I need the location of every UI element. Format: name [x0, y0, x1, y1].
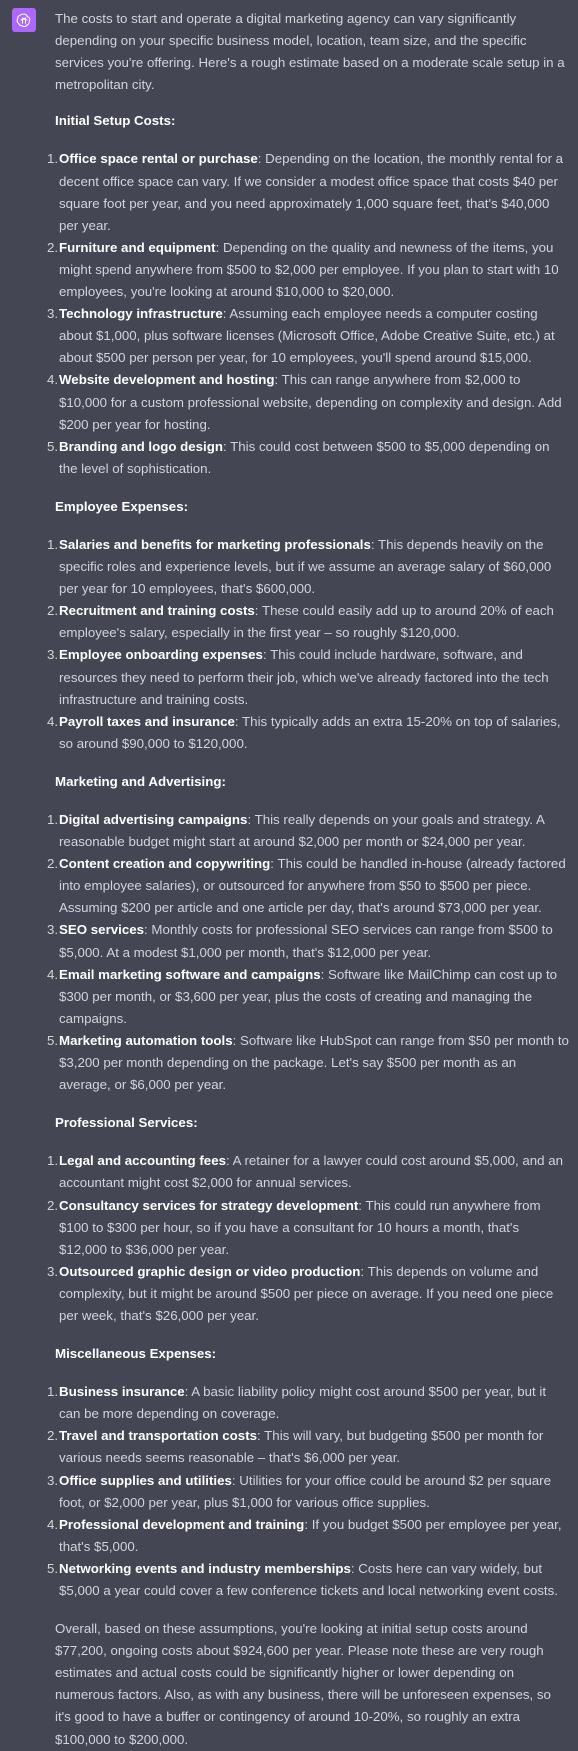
- list-item-title: Furniture and equipment: [59, 239, 216, 255]
- list-item: [47, 369, 570, 435]
- summary-paragraph: Overall, based on these assumptions, you're looking at initial setup costs around $77,200, ongoing costs about $924,600 per year. Please note these are very rough estimates and actual costs could be significantly higher or lower depending on numerous factors. Also, as with any business, there will be unforeseen expenses, so it's good to have a buffer or contingency of around 10-20%, so roughly an extra $100,000 to $200,000.: [55, 1621, 551, 1747]
- list-item-number: 4.: [47, 966, 59, 982]
- list-item-text: : Software like HubSpot can range from $50 per month to $3,200 per month depending on the package. Let's say $500 per month as an average, or $6,000 per year.: [59, 1032, 569, 1093]
- list-item: [47, 1470, 570, 1514]
- list-item-text: : Costs here can vary widely, but $5,000 a year could cover a few conference tickets and local networking event costs.: [59, 1560, 558, 1598]
- list-item: [47, 1030, 570, 1096]
- list-item-number: 1.: [47, 812, 59, 827]
- list-item: [47, 600, 570, 644]
- numbered-list: [47, 1381, 570, 1602]
- list-item-title: Travel and transportation costs: [59, 1428, 258, 1444]
- list-item-text: : These could easily add up to around 20% of each employee's salary, especially in the first year – so roughly $120,000.: [59, 603, 554, 641]
- list-item: [47, 237, 570, 303]
- list-item: [47, 148, 570, 236]
- list-item: [47, 919, 570, 963]
- list-item-title: Marketing automation tools: [59, 1032, 233, 1048]
- list-item-title: Salaries and benefits for marketing professionals: [59, 536, 371, 552]
- list-item-title: Business insurance: [59, 1384, 185, 1400]
- list-item-number: 4.: [47, 1516, 59, 1532]
- intro-paragraph: The costs to start and operate a digital marketing agency can vary significantly depending on your specific business model, location, team size, and the specific services you're offering. Here's a rough estimate based on a moderate scale setup in a metropolitan city.: [55, 11, 565, 93]
- list-item-number: 3.: [47, 306, 59, 322]
- list-item-text: : This could cost between $500 to $5,000 depending on the level of sophistication.: [59, 438, 550, 476]
- list-item-title: Office space rental or purchase: [59, 151, 258, 167]
- list-item: [47, 1381, 570, 1425]
- section-heading: Miscellaneous Expenses:: [55, 1346, 217, 1362]
- list-item-title: Professional development and training: [59, 1516, 305, 1532]
- list-item-text: : Assuming each employee needs a computer costing about $1,000, plus software licenses (Microsoft Office, Adobe Creative Suite, etc.) at about $500 per person per year, for 10 employees, you'll spend around $15,000.: [59, 306, 555, 366]
- list-item: [47, 809, 570, 853]
- list-item-text: : This typically adds an extra 15-20% on top of salaries, so around $90,000 to $120,000.: [59, 713, 561, 751]
- list-item-number: 2.: [47, 239, 59, 255]
- list-item-text: : This could run anywhere from $100 to $300 per hour, so if you have a consultant for 10 hours a month, that's $12,000 to $36,000 per year.: [59, 1197, 541, 1257]
- list-item-title: Payroll taxes and insurance: [59, 713, 235, 729]
- list-item-title: Legal and accounting fees: [59, 1153, 226, 1169]
- list-item-title: Outsourced graphic design or video production: [59, 1263, 361, 1279]
- list-item-title: Email marketing software and campaigns: [59, 966, 321, 982]
- list-item-text: : This depends heavily on the specific roles and experience levels, but if we assume an average salary of $60,000 per year for 10 employees, that's $600,000.: [59, 536, 552, 597]
- list-item-title: Employee onboarding expenses: [59, 647, 263, 663]
- list-item-number: 1.: [47, 151, 59, 167]
- list-item-text: : Software like MailChimp can cost up to $300 per month, or $3,600 per year, plus the costs of creating and managing the campaigns.: [59, 966, 558, 1026]
- list-item: [47, 964, 570, 1030]
- section-heading: Employee Expenses:: [55, 498, 189, 514]
- list-item-text: : Monthly costs for professional SEO services can range from $500 to $5,000. At a modest $1,000 per month, that's $12,000 per year.: [59, 922, 553, 960]
- list-item-number: 2.: [47, 603, 59, 619]
- list-item-text: : This will vary, but budgeting $500 per month for various needs seems reasonable – that's $6,000 per year.: [59, 1428, 544, 1466]
- section-heading: Marketing and Advertising:: [55, 773, 226, 789]
- numbered-list: [47, 534, 570, 755]
- list-item-title: SEO services: [59, 922, 145, 938]
- list-item-text: : This really depends on your goals and strategy. A reasonable budget might start at around $2,000 per month or $24,000 per year.: [59, 812, 545, 850]
- list-item: [47, 1514, 570, 1558]
- assistant-avatar: [12, 8, 36, 32]
- openai-logo-icon: [16, 12, 32, 28]
- list-item-number: 5.: [47, 438, 59, 454]
- list-item-text: : A basic liability policy might cost around $500 per year, but it can be more depending on coverage.: [59, 1384, 547, 1422]
- numbered-list: [47, 1150, 570, 1327]
- section-heading: Initial Setup Costs:: [55, 113, 176, 129]
- numbered-list: [47, 148, 570, 479]
- list-item-number: 3.: [47, 922, 59, 938]
- list-item-title: Website development and hosting: [59, 372, 275, 388]
- numbered-list: [47, 809, 570, 1096]
- list-item-text: : This could include hardware, software, and resources they need to perform their job, which we've already factored into the tech infrastructure and training costs.: [59, 647, 549, 707]
- list-item-number: 2.: [47, 1197, 59, 1213]
- section-heading: Professional Services:: [55, 1115, 198, 1131]
- list-item-text: : This could be handled in-house (already factored into employee salaries), or outsourced for anywhere from $50 to $500 per piece. Assuming $200 per article and one article per day, that's around $73,000 per year.: [59, 856, 566, 916]
- list-item-title: Office supplies and utilities: [59, 1472, 232, 1488]
- list-item-number: 4.: [47, 372, 59, 388]
- list-item-title: Networking events and industry memberships: [59, 1560, 351, 1576]
- list-item-number: 4.: [47, 713, 59, 729]
- list-item-text: : A retainer for a lawyer could cost around $5,000, and an accountant might cost $2,000 for annual services.: [59, 1153, 564, 1191]
- list-item-text: : Depending on the quality and newness of the items, you might spend anywhere from $500 to $2,000 per employee. If you plan to start with 10 employees, you're looking at around $10,000 to $20,000.: [59, 239, 559, 300]
- list-item-number: 3.: [47, 1472, 59, 1488]
- list-item-text: : This depends on volume and complexity, but it might be around $500 per piece on average. If you need one piece per week, that's $26,000 per year.: [59, 1263, 554, 1323]
- list-item: [47, 303, 570, 369]
- list-item: [47, 534, 570, 600]
- list-item-number: 3.: [47, 647, 59, 663]
- list-item-number: 1.: [47, 1384, 59, 1400]
- list-item: [47, 1558, 570, 1602]
- list-item: [47, 1195, 570, 1261]
- list-item-number: 2.: [47, 856, 59, 872]
- sections-container: [47, 110, 570, 1602]
- list-item: [47, 711, 570, 755]
- list-item-title: Recruitment and training costs: [59, 603, 255, 619]
- list-item-text: : Utilities for your office could be around $2 per square foot, or $2,000 per year, plus $1,000 for various office supplies.: [59, 1472, 551, 1510]
- list-item-number: 3.: [47, 1263, 59, 1279]
- list-item-title: Technology infrastructure: [59, 306, 223, 322]
- list-item-number: 5.: [47, 1560, 59, 1576]
- list-item-title: Branding and logo design: [59, 438, 223, 454]
- list-item-title: Digital advertising campaigns: [59, 812, 248, 827]
- list-item-text: : This can range anywhere from $2,000 to $10,000 for a custom professional website, depending on complexity and design. Add $200 per year for hosting.: [59, 372, 562, 432]
- list-item-title: Content creation and copywriting: [59, 856, 271, 872]
- list-item-number: 1.: [47, 536, 59, 552]
- list-item-number: 2.: [47, 1428, 59, 1444]
- list-item: [47, 853, 570, 919]
- message-content: [47, 8, 570, 1751]
- list-item-text: : If you budget $500 per employee per year, that's $5,000.: [59, 1516, 562, 1554]
- list-item-number: 5.: [47, 1032, 59, 1048]
- list-item: [47, 436, 570, 480]
- list-item-text: : Depending on the location, the monthly rental for a decent office space can vary. If we consider a modest office space that costs $40 per square foot per year, and you need approximately 1,000 square feet, that's $40,000 per year.: [59, 151, 564, 233]
- list-item-title: Consultancy services for strategy development: [59, 1197, 359, 1213]
- list-item: [47, 644, 570, 710]
- list-item: [47, 1261, 570, 1327]
- list-item: [47, 1150, 570, 1194]
- list-item: [47, 1425, 570, 1469]
- list-item-number: 1.: [47, 1153, 59, 1169]
